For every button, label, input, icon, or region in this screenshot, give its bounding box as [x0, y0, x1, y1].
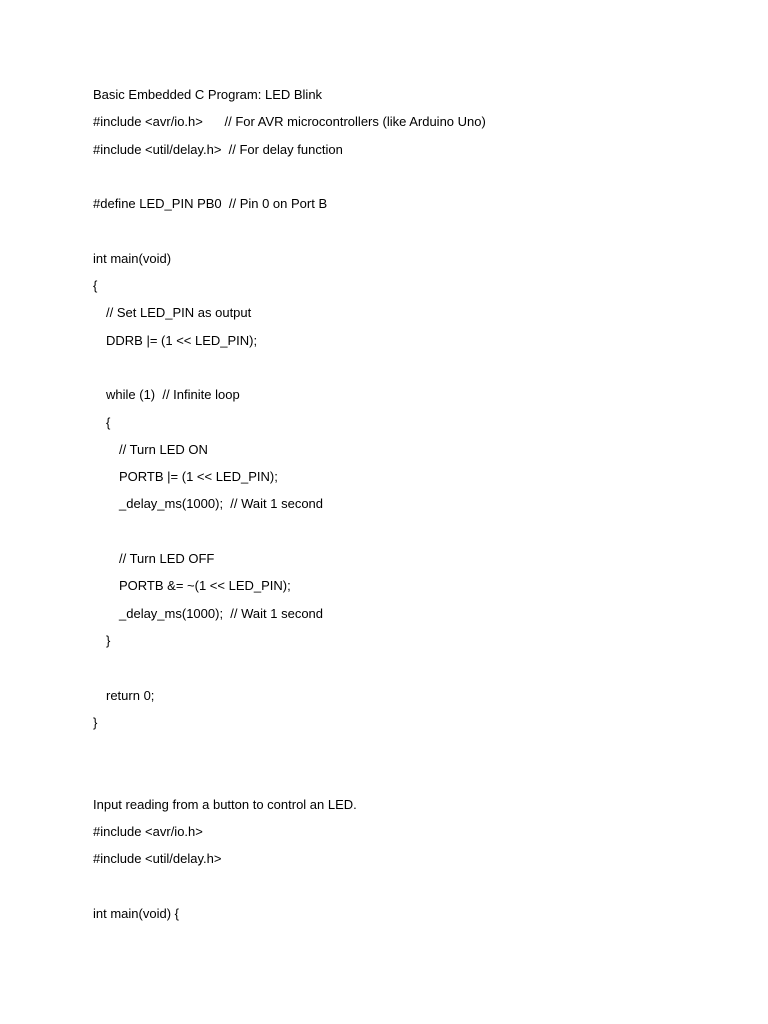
code-line: // Turn LED OFF — [119, 551, 215, 567]
blank-line — [93, 768, 713, 786]
blank-line — [93, 659, 713, 677]
code-line: { — [106, 414, 111, 430]
code-line: // Set LED_PIN as output — [106, 305, 252, 321]
code-line: int main(void) — [93, 250, 172, 266]
code-line: } — [93, 714, 98, 730]
blank-line — [93, 359, 713, 377]
code-line: return 0; — [106, 687, 155, 703]
code-line: PORTB &= ~(1 << LED_PIN); — [119, 578, 291, 594]
code-line: _delay_ms(1000); // Wait 1 second — [119, 496, 324, 512]
code-line: int main(void) { — [93, 905, 179, 921]
code-line: } — [106, 632, 111, 648]
code-line: DDRB |= (1 << LED_PIN); — [106, 332, 258, 348]
code-line: #include <util/delay.h> — [93, 851, 222, 867]
blank-line — [93, 168, 713, 186]
code-line: _delay_ms(1000); // Wait 1 second — [119, 605, 324, 621]
code-line: #include <avr/io.h> // For AVR microcontrollers (like Arduino Uno) — [93, 114, 486, 130]
section-heading: Input reading from a button to control an LED. — [93, 796, 357, 812]
code-line: // Turn LED ON — [119, 441, 208, 457]
code-line: #define LED_PIN PB0 // Pin 0 on Port B — [93, 196, 328, 212]
document-heading: Basic Embedded C Program: LED Blink — [93, 87, 323, 102]
code-line: #include <avr/io.h> — [93, 824, 203, 840]
blank-line — [93, 878, 713, 896]
code-line: PORTB |= (1 << LED_PIN); — [119, 469, 278, 485]
blank-line — [93, 523, 713, 541]
blank-line — [93, 222, 713, 240]
blank-line — [93, 741, 713, 759]
code-line: while (1) // Infinite loop — [106, 387, 240, 403]
code-line: { — [93, 278, 98, 294]
code-line: #include <util/delay.h> // For delay function — [93, 141, 343, 157]
document-body — [93, 86, 713, 932]
